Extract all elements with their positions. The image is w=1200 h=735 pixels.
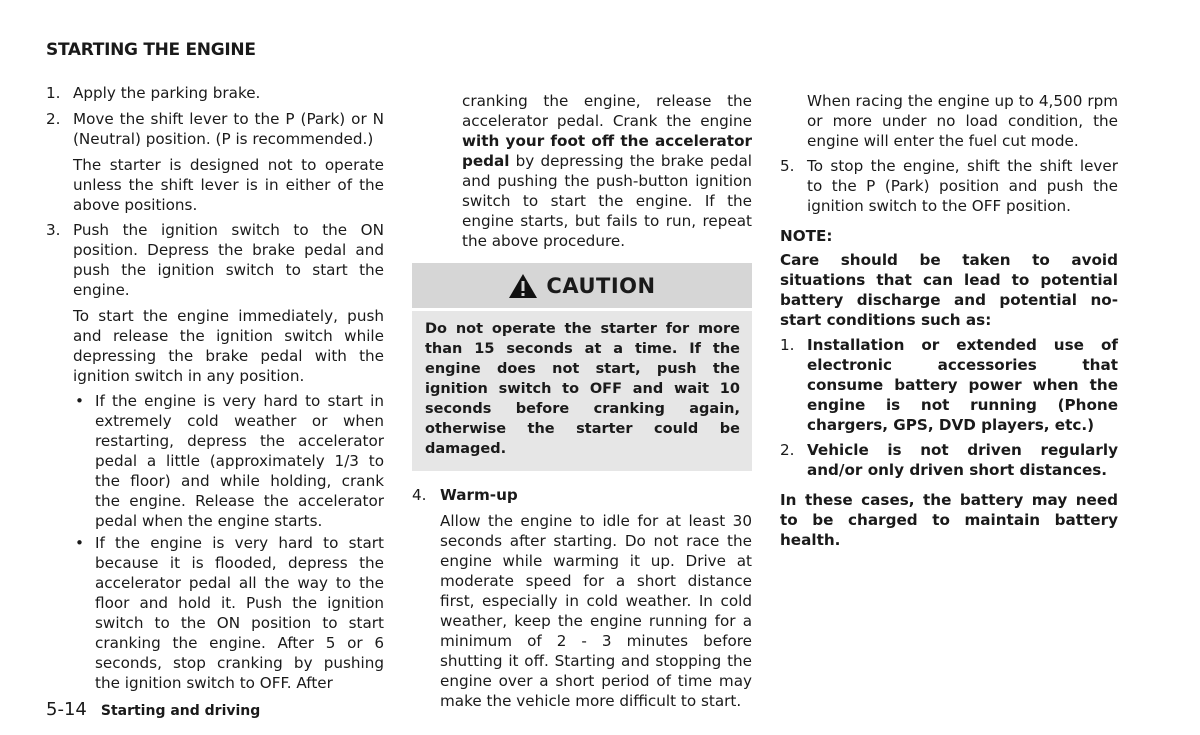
step-3-note: To start the engine immediately, push and release the ignition switch while depressing the brake pedal with the ignition switch in any position. [73,307,384,385]
continued-text-a: cranking the engine, release the accelerator pedal. Crank the engine [462,92,752,130]
step-number: 5. [780,157,795,175]
continued-text-bold: with your foot off the accelerator pedal [462,132,752,170]
column-right [780,91,1118,555]
caution-header [412,263,752,311]
warning-triangle-icon [508,273,538,299]
continued-text-b: by depressing the brake pedal and pushing the push-button ignition switch to start the engine. If the engine starts, but fails to run, repeat the above procedure. [462,152,752,250]
step-2 [46,109,384,149]
step-3 [46,220,384,300]
note-text: Installation or extended use of electronic accessories that consume battery power when the engine is not running (Phone chargers, GPS, DVD players, etc.) [807,336,1118,434]
caution-text: Do not operate the starter for more than 15 seconds at a time. If the engine does not start, push the ignition switch to OFF and wait 10 seconds before cranking again, otherwise the starter could be damaged. [425,321,740,457]
page-footer [46,700,260,721]
note-text: Vehicle is not driven regularly and/or only driven short distances. [807,441,1118,479]
note-outro: In these cases, the battery may need to be charged to maintain battery health. [780,491,1118,549]
page-heading: STARTING THE ENGINE [46,40,256,60]
step-1 [46,83,384,103]
step-number: 4. [412,486,427,504]
note-item [780,335,1118,435]
step-4-text: Allow the engine to idle for at least 30 seconds after starting. Do not race the engine while warming it up. Drive at moderate speed for a short distance first, especially in cold weather. In cold weather, keep the engine running for a minimum of 2 - 3 minutes before shutting it off. Starting and stopping the engine over a short period of time may make the vehicle more difficult to start. [440,512,752,710]
continued-text: When racing the engine up to 4,500 rpm or more under no load condition, the engine will enter the fuel cut mode. [807,92,1118,150]
bullet-symbol: • [75,392,84,410]
note-intro: Care should be taken to avoid situations that can lead to potential battery discharge and potential no-start conditions such as: [780,251,1118,329]
step-number: 1. [46,84,61,102]
bullet-symbol: • [75,534,84,552]
step-text: Push the ignition switch to the ON position. Depress the brake pedal and push the ignition switch to start the engine. [73,221,384,299]
note-item [780,440,1118,480]
caution-box [412,263,752,471]
note-number: 1. [780,336,795,354]
note-heading: NOTE: [780,227,833,245]
bullet-item [73,391,384,531]
bullet-item [73,533,384,693]
column-middle [412,91,752,711]
step-2-note: The starter is designed not to operate unless the shift lever is in either of the above positions. [73,156,384,214]
step-5 [780,156,1118,216]
bullet-text: If the engine is very hard to start because it is flooded, depress the accelerator pedal all the way to the floor and hold it. Push the ignition switch to the ON position to start cranking the engine. After 5 or 6 seconds, stop cranking by pushing the ignition switch to OFF. After [95,534,384,692]
column-left [46,83,384,695]
step-text: Apply the parking brake. [73,84,261,102]
step-4-title: Warm-up [440,486,518,504]
section-title: Starting and driving [100,703,261,719]
step-number: 2. [46,110,61,128]
step-text: Move the shift lever to the P (Park) or N (Neutral) position. (P is recommended.) [73,110,384,148]
caution-title: CAUTION [546,273,656,298]
continued-text [462,91,752,251]
page-number: 5-14 [46,699,87,720]
step-text: To stop the engine, shift the shift lever to the P (Park) position and push the ignition switch to the OFF position. [807,157,1118,215]
step-number: 3. [46,221,61,239]
step-4 [412,485,752,711]
note-number: 2. [780,441,795,459]
bullet-text: If the engine is very hard to start in extremely cold weather or when restarting, depress the accelerator pedal a little (approximately 1/3 to the floor) and while holding, crank the engine. Release the accelerator pedal when the engine starts. [95,392,384,530]
